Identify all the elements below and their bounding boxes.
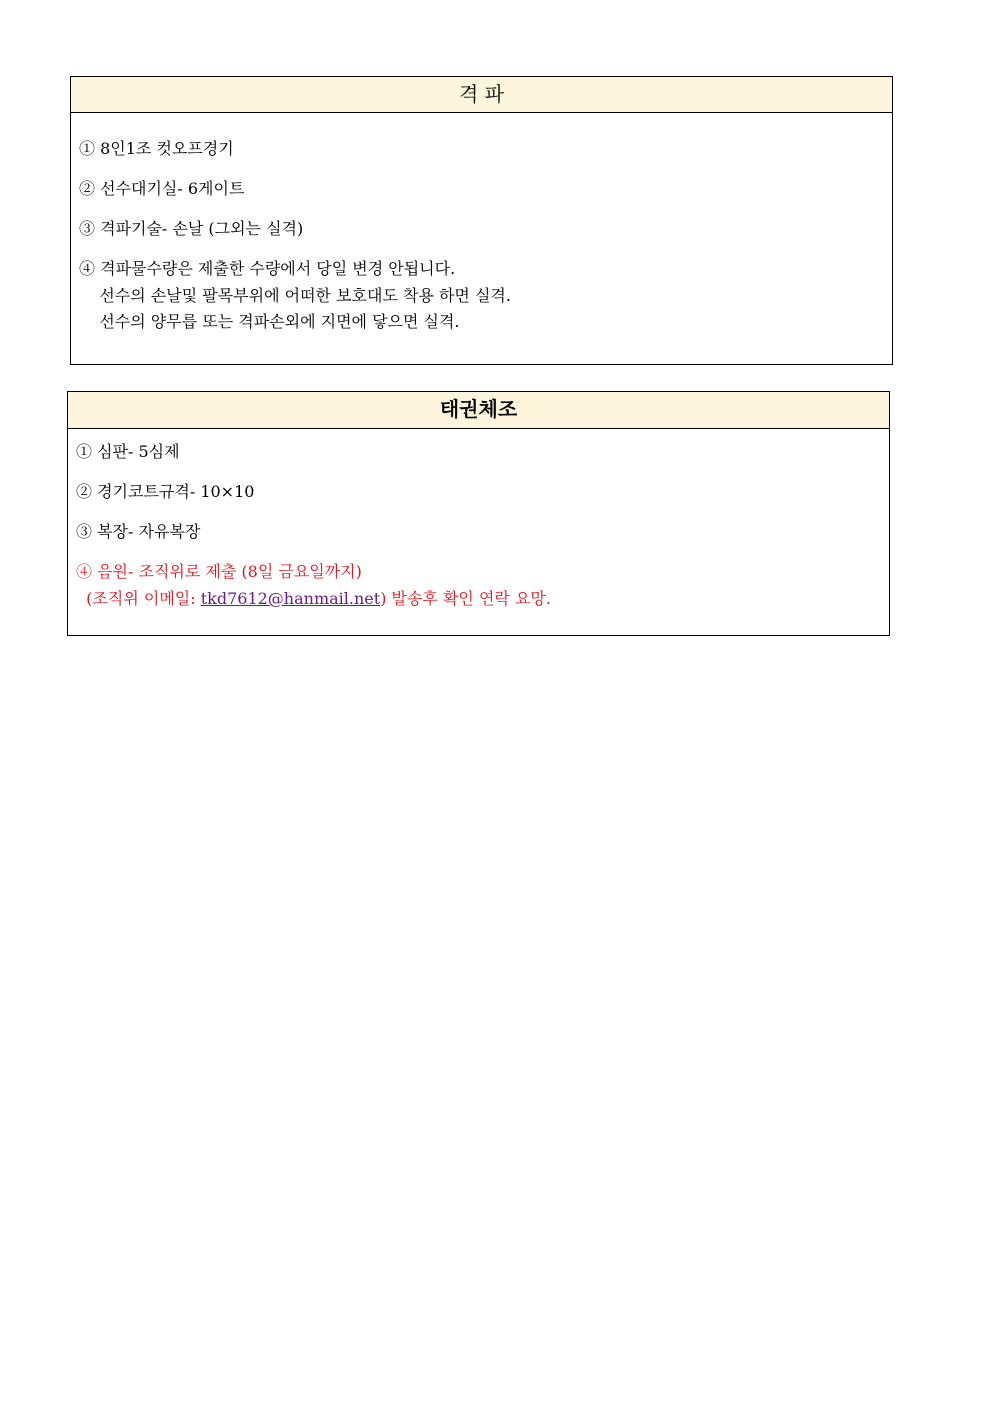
gyeokpa-item-4: ④ 격파물수량은 제출한 수량에서 당일 변경 안됩니다. (79, 259, 456, 278)
gyeokpa-item-3: ③ 격파기술- 손날 (그외는 실격) (79, 219, 304, 238)
gyeokpa-section (70, 76, 893, 365)
gyeokpa-item-1: ① 8인1조 컷오프경기 (79, 139, 234, 158)
email-note-prefix: (조직위 이메일: (76, 589, 201, 608)
gyeokpa-title: 격 파 (71, 77, 892, 113)
taekwon-gymnastics-section (67, 391, 890, 636)
email-link[interactable]: tkd7612@hanmail.net (200, 589, 381, 608)
gyeokpa-item-4-line-2: 선수의 손날및 팔목부위에 어떠한 보호대도 착용 하면 실격. (79, 286, 511, 305)
email-note-suffix: ) 발송후 확인 연락 요망. (380, 589, 551, 608)
taekwon-gymnastics-title: 태권체조 (68, 392, 889, 429)
taekwon-gymnastics-item-2: ② 경기코트규격- 10×10 (76, 482, 255, 501)
taekwon-gymnastics-item-1: ① 심판- 5심제 (76, 442, 180, 461)
taekwon-gymnastics-item-4: ④ 음원- 조직위로 제출 (8일 금요일까지) (76, 562, 362, 581)
taekwon-gymnastics-item-3: ③ 복장- 자유복장 (76, 522, 201, 541)
gyeokpa-item-4-line-3: 선수의 양무릅 또는 격파손외에 지면에 닿으면 실격. (79, 312, 460, 331)
gyeokpa-item-2: ② 선수대기실- 6게이트 (79, 179, 245, 198)
email-note (76, 589, 551, 609)
